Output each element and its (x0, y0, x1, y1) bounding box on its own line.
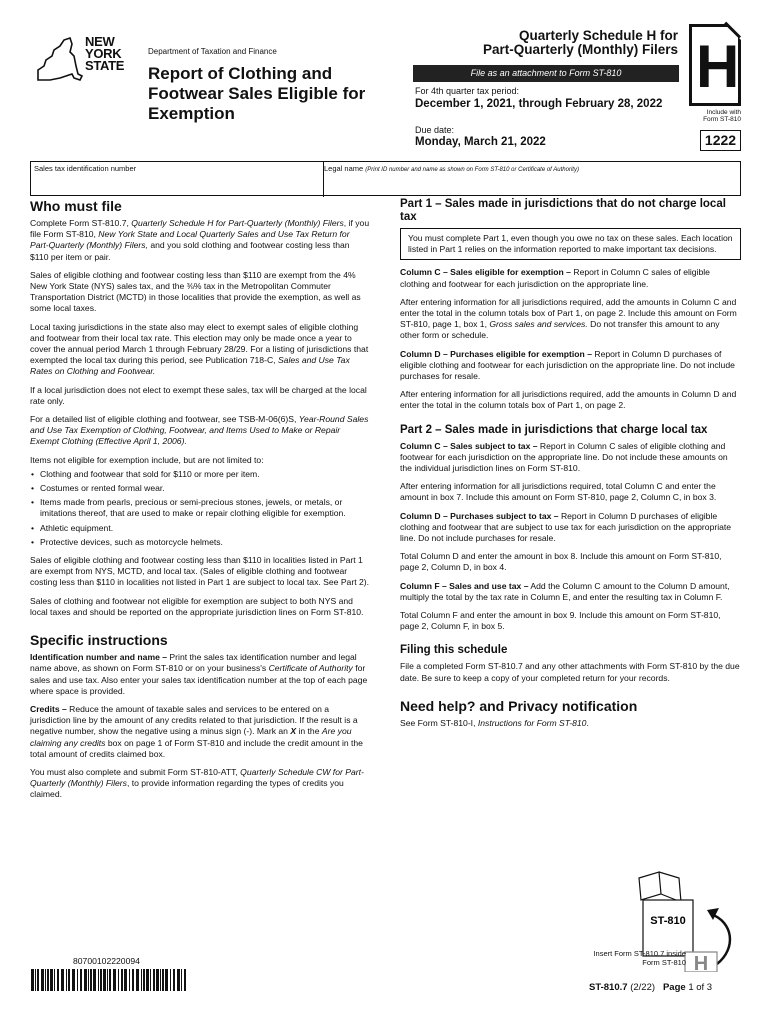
who-paragraph-1: Complete Form ST-810.7, Quarterly Schedule H for Part-Quarterly (Monthly) Filers, if you file Form ST-810, New York State and Local Quarterly Sales and Use Tax Return for Part-Quarterly (Monthly) Filers, and you sold clothing and footwear costing less than $110 per item or pair. (30, 218, 370, 262)
barcode-bar (150, 969, 151, 991)
barcode-bar (113, 969, 116, 991)
who-paragraph-7: Sales of clothing and footwear not eligible for exemption are subject to both NYS and local taxes and should be reported on the appropriate jurisdiction lines on Form ST-810. (30, 595, 364, 617)
barcode-bar (160, 969, 161, 991)
part1-heading: Part 1 – Sales made in jurisdictions that do not charge local tax (400, 198, 726, 223)
barcode-bar (103, 969, 106, 991)
barcode-bar (141, 969, 142, 991)
list-item: • Items made from pearls, precious or semi-precious stones, jewels, or metals, or imitations thereof, that are used to make or repair clothing eligible for exemption. (30, 497, 370, 519)
schedule-h-icon (689, 24, 741, 106)
barcode-bar (109, 969, 111, 991)
part2-column-d: Column D – Purchases subject to tax – Report in Column D purchases of eligible clothing and footwear that are subject to use tax for each jurisdiction on the appropriate line. Do not include purchases for resale. (400, 510, 732, 544)
identification-instructions: Identification number and name – Print the sales tax identification number and legal name above, as shown on Form ST-810 or on your business's Certificate of Authority for sales and use tax. Also enter your sales tax identification number at the top of each page where space is provided. (30, 652, 368, 696)
barcode-bar (173, 969, 175, 991)
page-label: Page (662, 982, 686, 993)
legal-name-note: (Print ID number and name as shown on Form ST-810 or Certificate of Authority) (365, 167, 579, 173)
barcode-bar (37, 969, 39, 991)
page-number: 1 (688, 982, 694, 993)
period-label: For 4th quarter tax period: (415, 86, 520, 96)
form-code-box: 1222 (700, 130, 741, 151)
barcode-bar (77, 969, 78, 991)
due-date-label: Due date: (415, 125, 455, 135)
help-text: See Form ST-810-I, Instructions for Form ST-810. (400, 717, 589, 728)
nys-logo (30, 32, 135, 87)
left-column (30, 198, 370, 808)
barcode-icon (31, 969, 186, 991)
form-identifier (589, 982, 712, 993)
barcode-bar (136, 969, 139, 991)
who-paragraph-4: If a local jurisdiction does not elect to exempt these sales, tax will be charged at the local rate only. (30, 384, 367, 406)
filing-heading: Filing this schedule (400, 644, 508, 657)
form-number: ST-810.7 (589, 982, 628, 993)
folded-page-icon (639, 872, 661, 900)
barcode-number: 80700102220094 (73, 956, 140, 966)
barcode-bar (88, 969, 89, 991)
barcode-bar (118, 969, 119, 991)
barcode-bar (47, 969, 49, 991)
att-instructions: You must also complete and submit Form ST-810-ATT, Quarterly Schedule CW for Part-Quarterly (Monthly) Filers, to provide information regarding the types of credits you claimed. (30, 766, 364, 800)
list-item: • Clothing and footwear that sold for $110 or more per item. (30, 469, 370, 480)
barcode-bar (84, 969, 87, 991)
ineligible-items-intro: Items not eligible for exemption include, but are not limited to: (30, 454, 264, 465)
barcode-bar (90, 969, 92, 991)
state-word-state: STATE (85, 58, 125, 73)
state-word-york: YORK (85, 46, 122, 61)
due-date-value: Monday, March 21, 2022 (415, 136, 546, 148)
list-item: • Athletic equipment. (30, 523, 370, 534)
new-york-state-outline-icon (30, 36, 84, 84)
page-total: of 3 (696, 982, 713, 993)
specific-instructions-heading: Specific instructions (30, 632, 168, 649)
legal-name-field[interactable] (324, 164, 579, 173)
barcode-bar (80, 969, 82, 991)
barcode-bar (54, 969, 55, 991)
barcode-bar (107, 969, 108, 991)
state-word-new: NEW (85, 34, 115, 49)
filing-text: File a completed Form ST-810.7 and any other attachments with Form ST-810 by the due date. Be sure to keep a copy of your completed return for your records. (400, 661, 740, 683)
part1-notice: You must complete Part 1, even though you owe no tax on these sales. Each location listed in Part 1 relies on the information reported to make important tax decisions. (400, 228, 741, 260)
barcode-bar (57, 969, 59, 991)
barcode-bar (129, 969, 130, 991)
barcode-bar (146, 969, 149, 991)
barcode-bar (41, 969, 44, 991)
who-must-file-heading: Who must file (30, 198, 122, 214)
who-paragraph-6: Sales of eligible clothing and footwear costing less than $110 in localities listed in Part 1 are exempt from NYS, MCTD, and local tax. (Sales of eligible clothing and footwear costing less than $110 in localities not listed in Part 1 are subject to local tax. See Part 2). (30, 555, 369, 588)
barcode-bar (162, 969, 164, 991)
attachment-banner: File as an attachment to Form ST-810 (413, 65, 679, 82)
who-paragraph-2: Sales of eligible clothing and footwear costing less than $110 are exempt from the 4% New York State (NYS) sales tax, and the ⅜% tax in the Metropolitan Commuter Transportation District (MCTD) in those localities that provide the exemption, as well as some local taxes. (30, 269, 361, 314)
barcode-bar (165, 969, 168, 991)
legal-name-label: Legal name (324, 164, 364, 173)
period-value: December 1, 2021, through February 28, 2022 (415, 98, 663, 110)
barcode-bar (66, 969, 67, 991)
insert-note: Insert Form ST-810.7 inside Form ST-810 (593, 949, 686, 967)
part2-column-f-total: Total Column F and enter the amount in box 9. Include this amount on Form ST-810, page 2, Column F, in box 5. (400, 610, 721, 632)
barcode-bar (50, 969, 53, 991)
barcode-bar (181, 969, 182, 991)
barcode-bar (184, 969, 186, 991)
part1-column-c: Column C – Sales eligible for exemption – Report in Column C sales of eligible clothing and footwear for each jurisdiction on the appropriate line. (400, 267, 710, 289)
part1-column-d: Column D – Purchases eligible for exemption – Report in Column D purchases of eligible clothing and footwear for each jurisdiction on the appropriate line. Do not include purchases for resale. (400, 348, 735, 382)
insert-letter: H (693, 953, 709, 972)
schedule-title (483, 29, 678, 57)
barcode-bar (100, 969, 102, 991)
ineligible-items-list (30, 469, 370, 548)
barcode-bar (170, 969, 171, 991)
barcode-bar (132, 969, 134, 991)
barcode-bar (35, 969, 36, 991)
form-title: Report of Clothing and Footwear Sales Eligible for Exemption (148, 64, 366, 123)
part2-heading: Part 2 – Sales made in jurisdictions that charge local tax (400, 423, 708, 436)
part1-column-c-total: After entering information for all jurisdictions required, add the amounts in Column C and enter the total in the column totals box of Part 1, on page 2. Include this amount on Form ST-810, page 1, box 1, Gross sales and services. Do not transfer this amount to any other form or schedule. (400, 296, 737, 341)
barcode-bar (177, 969, 180, 991)
barcode-bar (153, 969, 155, 991)
part2-column-c: Column C – Sales subject to tax – Report in Column C sales of eligible clothing and footwear for each jurisdiction on the appropriate line. Do not include these amounts on the individual jurisdiction lines on Form ST-810. (400, 440, 728, 474)
department-name: Department of Taxation and Finance (148, 47, 277, 56)
barcode-bar (121, 969, 123, 991)
barcode-bar (45, 969, 46, 991)
part1-column-d-total: After entering information for all jurisdictions required, add the amounts in Column D and enter the total in the column totals box of Part 1, on page 2. (400, 389, 737, 411)
sales-tax-id-field[interactable]: Sales tax identification number (34, 164, 137, 173)
barcode-bar (98, 969, 99, 991)
part2-column-d-total: Total Column D and enter the amount in box 8. Include this amount on Form ST-810, page 2, Column D, in box 4. (400, 551, 722, 573)
barcode-bar (93, 969, 96, 991)
barcode-bar (143, 969, 145, 991)
credits-instructions: Credits – Reduce the amount of taxable sales and services to be entered on a jurisdiction line by the amount of any credits related to that jurisdiction. If the result is a negative number, show the negative using a minus sign (-). Mark an X in the Are you claiming any credits box on page 1 of Form ST-810 and include the credit amount in the total amount of credits claimed box. (30, 703, 363, 759)
barcode-bar (156, 969, 159, 991)
part2-column-c-total: After entering information for all jurisdictions required, total Column C and enter the amount in box 7. Include this amount on Form ST-810, page 2, Column C, in box 3. (400, 481, 717, 503)
form-date: (2/22) (630, 982, 656, 993)
part2-column-f: Column F – Sales and use tax – Add the Column C amount to the Column D amount, multiply the total by the tax rate in Column E, and enter the resulting tax in Column F. (400, 580, 730, 602)
who-paragraph-3: Local taxing jurisdictions in the state also may elect to exempt sales of eligible clothing and footwear from their local tax rate. This election may only be made once a year to cover the annual period March 1 through February 28/29. For a listing of jurisdictions that exempted the local tax during this period, see Publication 718-C, Sales and Use Tax Rates on Clothing and Footwear. (30, 321, 369, 377)
schedule-title-line1: Quarterly Schedule H for (518, 28, 678, 43)
include-note: Include with Form ST-810 (703, 109, 741, 123)
barcode-bar (68, 969, 70, 991)
barcode-bar (61, 969, 64, 991)
barcode-bar (72, 969, 75, 991)
list-item: • Protective devices, such as motorcycle helmets. (30, 537, 370, 548)
barcode-bar (124, 969, 127, 991)
barcode-bar (31, 969, 34, 991)
schedule-letter: H (696, 33, 740, 100)
list-item: • Costumes or rented formal wear. (30, 483, 370, 494)
help-heading: Need help? and Privacy notification (400, 697, 638, 714)
schedule-title-line2: Part-Quarterly (Monthly) Filers (482, 42, 678, 57)
insert-form-label: ST-810 (650, 915, 686, 927)
who-paragraph-5: For a detailed list of eligible clothing and footwear, see TSB-M-06(6)S, Year-Round Sales and Use Tax Exemption of Clothing, Footwear, and Items Used to Make or Repair Exempt Clothing (Effective April 1, 2006). (30, 414, 369, 447)
right-column (400, 198, 741, 736)
